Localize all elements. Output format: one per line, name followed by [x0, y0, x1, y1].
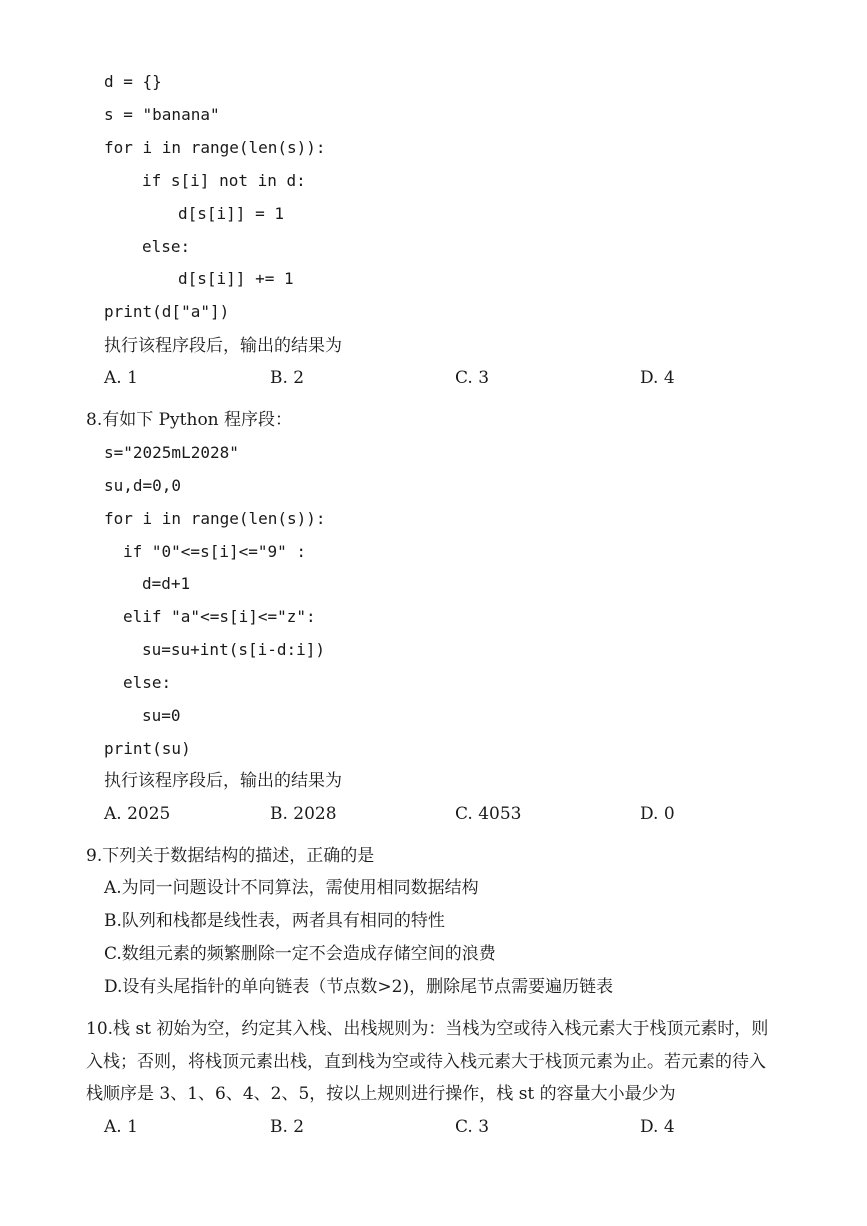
option-b: B. 2028: [270, 804, 337, 824]
code-line: su=0: [142, 706, 181, 725]
option-d: D.设有头尾指针的单向链表（节点数>2)，删除尾节点需要遍历链表: [104, 977, 614, 997]
stem-line: 10.栈 st 初始为空，约定其入栈、出栈规则为：当栈为空或待入栈元素大于栈顶元素时，则: [86, 1019, 769, 1039]
code-line: if s[i] not in d:: [142, 171, 306, 190]
option-a: A. 1: [104, 368, 138, 388]
option-b: B.队列和栈都是线性表，两者具有相同的特性: [104, 911, 445, 931]
option-a: A. 1: [104, 1117, 138, 1137]
code-line: d = {}: [104, 72, 162, 91]
q8-prompt: 执行该程序段后，输出的结果为: [104, 771, 342, 791]
code-line: su,d=0,0: [104, 476, 182, 495]
q8-stem: 8.有如下 Python 程序段：: [86, 410, 293, 430]
code-line: su=su+int(s[i-d:i]): [142, 640, 326, 659]
code-line: d=d+1: [142, 574, 191, 593]
code-line: s="2025mL2028": [104, 443, 239, 462]
code-line: for i in range(len(s)):: [104, 138, 326, 157]
code-line: else:: [142, 237, 191, 256]
option-d: D. 4: [640, 368, 675, 388]
option-c: C. 3: [455, 1117, 490, 1137]
q9-stem: 9.下列关于数据结构的描述，正确的是: [86, 846, 375, 866]
option-d: D. 0: [640, 804, 675, 824]
code-line: print(su): [104, 739, 191, 758]
option-c: C. 4053: [455, 804, 522, 824]
option-d: D. 4: [640, 1117, 675, 1137]
option-b: B. 2: [270, 1117, 305, 1137]
code-line: d[s[i]] = 1: [178, 204, 284, 223]
option-a: A. 2025: [104, 804, 171, 824]
q7-prompt: 执行该程序段后，输出的结果为: [104, 336, 342, 356]
option-c: C. 3: [455, 368, 490, 388]
option-c: C.数组元素的频繁删除一定不会造成存储空间的浪费: [104, 944, 496, 964]
code-line: elif "a"<=s[i]<="z":: [123, 607, 316, 626]
code-line: s = "banana": [104, 105, 220, 124]
code-line: if "0"<=s[i]<="9" :: [123, 542, 307, 561]
option-b: B. 2: [270, 368, 305, 388]
code-line: for i in range(len(s)):: [104, 509, 326, 528]
option-a: A.为同一问题设计不同算法，需使用相同数据结构: [104, 878, 479, 898]
code-line: d[s[i]] += 1: [178, 269, 294, 288]
stem-line: 栈顺序是 3、1、6、4、2、5，按以上规则进行操作，栈 st 的容量大小最少为: [86, 1084, 676, 1104]
code-line: print(d["a"]): [104, 302, 230, 321]
code-line: else:: [123, 673, 172, 692]
stem-line: 入栈；否则，将栈顶元素出栈，直到栈为空或待入栈元素大于栈顶元素为止。若元素的待入: [86, 1052, 766, 1072]
